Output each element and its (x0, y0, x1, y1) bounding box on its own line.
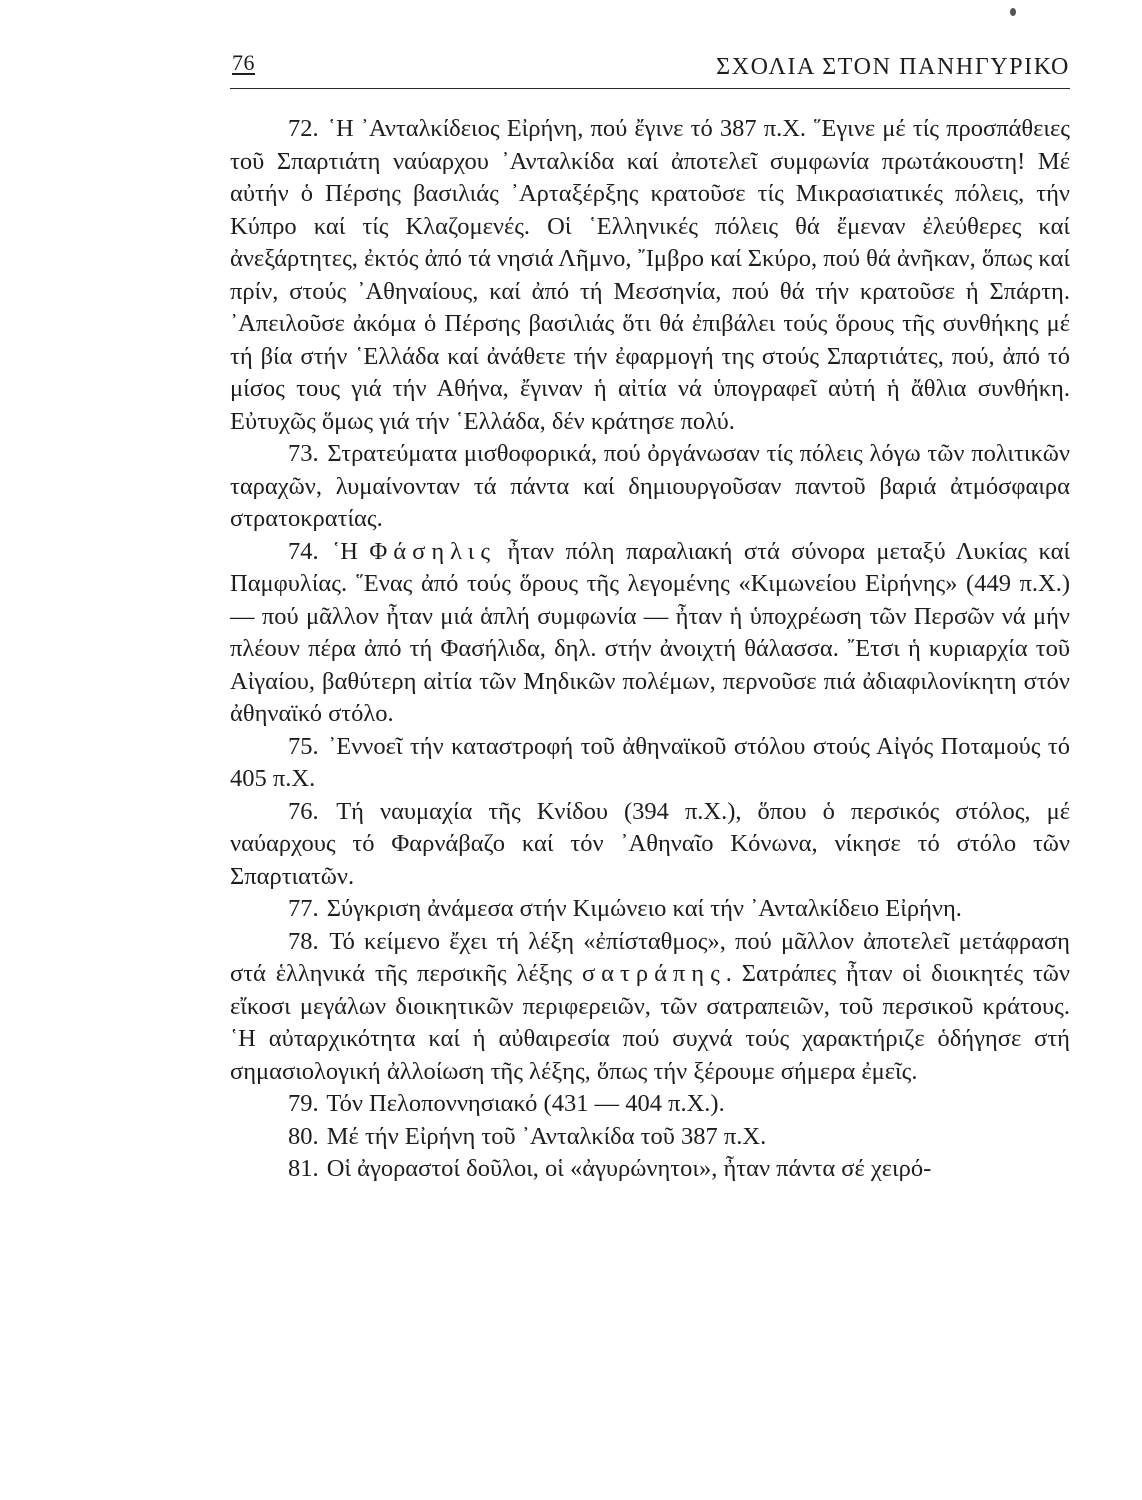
page-header (230, 44, 1070, 89)
ink-dot (1010, 8, 1016, 16)
note-text: ᾿Εννοεῖ τήν καταστροφή τοῦ ἀθηναϊκοῦ στόλου στούς Αἰγός Ποταμούς τό 405 π.Χ. (230, 732, 1070, 792)
note-number: 74. (288, 537, 319, 565)
spaced-term: σατράπης (581, 960, 726, 987)
note-number: 79. (288, 1090, 319, 1117)
note-text: ῾Η ᾿Ανταλκίδειος Εἰρήνη, πού ἔγινε τό 387 π.Χ. ῞Εγινε μέ τίς προσπάθειες τοῦ Σπαρτιάτη ναύαρχου ᾿Ανταλκίδα καί ἀποτελεῖ συμφωνία πρωτάκουστη! Μέ αὐτήν ὁ Πέρσης βασιλιάς ᾿Αρταξέρξης κρατοῦσε τίς Μικρασιατικές πόλεις, τήν Κύπρο καί τίς Κλαζομενές. Οἱ ῾Ελληνικές πόλεις θά ἔμεναν ἐλεύθερες καί ἀνεξάρτητες, ἐκτός ἀπό τά νησιά Λῆμνο, ῎Ιμβρο καί Σκύρο, πού θά ἀνῆκαν, ὅπως καί πρίν, στούς ᾿Αθηναίους, καί ἀπό τή Μεσσηνία, πού θά τήν κρατοῦσε ἡ Σπάρτη. ᾿Απειλοῦσε ἀκόμα ὁ Πέρσης βασιλιάς ὅτι θά ἐπιβάλει τούς ὅρους τῆς συνθήκης μέ τή βία στήν ῾Ελλάδα καί ἀνάθετε τήν ἐφαρμογή της στούς Σπαρτιάτες, πού, ἀπό τό μίσος τους γιά τήν Αθήνα, ἔγιναν ἡ αἰτία νά ὑπογραφεῖ αὐτή ἡ ἄθλια συνθήκη. Εὐτυχῶς ὅμως γιά τήν ῾Ελλάδα, δέν κράτησε πολύ. (230, 115, 1071, 435)
note-number: 81. (288, 1155, 319, 1182)
note-number: 76. (288, 797, 319, 825)
note-number: 75. (288, 732, 319, 760)
spaced-term: Φάσηλις (369, 537, 497, 565)
note-number: 80. (288, 1122, 319, 1150)
note-text: Τό κείμενο ἔχει τή λέξη «ἐπίσταθμος», πού μᾶλλον ἀποτελεῖ μετάφραση στά ἑλληνικά τῆς περσικῆς λέξης (230, 927, 1070, 987)
note-text: Οἱ ἀγοραστοί δοῦλοι, οἱ «ἀγυρώνητοι», ἦταν πάντα σέ χειρό- (326, 1155, 932, 1182)
note-number: 78. (288, 927, 319, 955)
note-text: ῾Η (332, 537, 358, 565)
note-text: . Σατράπες ἦταν οἱ διοικητές τῶν εἴκοσι μεγάλων διοικητικῶν περιφερειῶν, τῶν σατραπειῶν, τοῦ περσικοῦ κράτους. ῾Η αὐταρχικότητα καί ἡ αὐθαιρεσία πού συχνά τούς χαρακτήριζε ὁδήγησε στή σημασιολογική ἀλλοίωση τῆς λέξης, ὅπως τήν ξέρουμε σήμερα ἐμεῖς. (230, 960, 1070, 1085)
note-80 (230, 1121, 1070, 1154)
running-title: ΣΧΟΛΙΑ ΣΤΟΝ ΠΑΝΗΓΥΡΙΚΟ (716, 54, 1070, 80)
note-text: Μέ τήν Εἰρήνη τοῦ ᾿Ανταλκίδα τοῦ 387 π.Χ. (326, 1122, 767, 1150)
note-text: Τόν Πελοποννησιακό (431 — 404 π.Χ.). (326, 1090, 725, 1117)
note-79 (230, 1088, 1070, 1121)
note-73 (230, 438, 1070, 536)
page-number: 76 (232, 50, 255, 75)
note-text: Σύγκριση ἀνάμεσα στήν Κιμώνειο καί τήν ᾿Ανταλκίδειο Εἰρήνη. (326, 895, 962, 922)
note-text: Τή ναυμαχία τῆς Κνίδου (394 π.Χ.), ὅπου ὁ περσικός στόλος, μέ ναύαρχους τό Φαρνάβαζο καί τόν ᾿Αθηναῖο Κόνωνα, νίκησε τό στόλο τῶν Σπαρτιατῶν. (230, 797, 1070, 890)
note-number: 73. (288, 440, 319, 467)
note-81 (230, 1153, 1070, 1186)
note-number: 72. (288, 115, 319, 142)
note-text: Στρατεύματα μισθοφορικά, πού ὀργάνωσαν τίς πόλεις λόγω τῶν πολιτικῶν ταραχῶν, λυμαίνονταν τά πάντα καί δημιουργοῦσαν παντοῦ βαριά ἀτμόσφαιρα στρατοκρατίας. (230, 440, 1070, 532)
note-76 (230, 796, 1070, 894)
notes-body (230, 113, 1070, 1186)
note-78 (230, 926, 1070, 1089)
note-75 (230, 731, 1070, 796)
note-text: ἦταν πόλη παραλιακή στά σύνορα μεταξύ Λυκίας καί Παμφυλίας. ῞Ενας ἀπό τούς ὅρους τῆς λεγομένης «Κιμωνείου Εἰρήνης» (449 π.Χ.) — πού μᾶλλον ἦταν μιά ἁπλή συμφωνία — ἦταν ἡ ὑποχρέωση τῶν Περσῶν νά μήν πλέουν πέρα ἀπό τή Φασήλιδα, δηλ. στήν ἀνοιχτή θάλασσα. ῎Ετσι ἡ κυριαρχία τοῦ Αἰγαίου, βαθύτερη αἰτία τῶν Μηδικῶν πολέμων, περνοῦσε πιά ἀδιαφιλονίκητη στόν ἀθηναϊκό στόλο. (230, 537, 1071, 727)
note-74 (230, 536, 1070, 731)
note-77 (230, 893, 1070, 926)
note-72 (230, 113, 1070, 438)
note-number: 77. (288, 895, 319, 922)
